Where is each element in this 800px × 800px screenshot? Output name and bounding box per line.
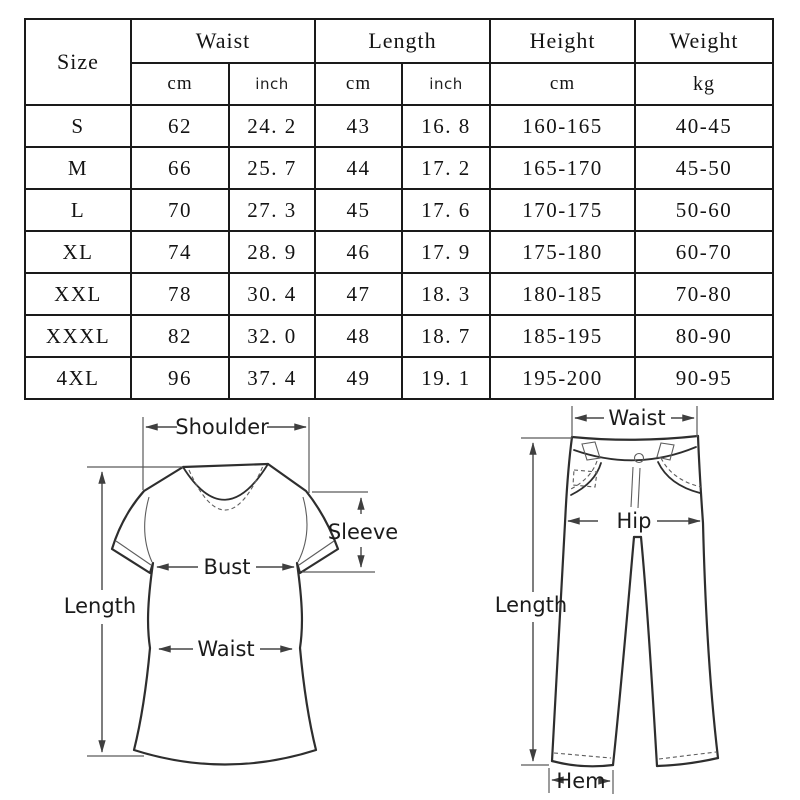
cell-size: M — [25, 147, 131, 189]
cell-value: 80-90 — [635, 315, 773, 357]
shirt-length-label: Length — [63, 594, 137, 618]
cell-value: 45 — [315, 189, 402, 231]
col-header-height: Height — [490, 19, 635, 63]
cell-value: 185-195 — [490, 315, 635, 357]
pants-hem-stitch-right — [659, 752, 716, 759]
cell-size: XXXL — [25, 315, 131, 357]
shirt-length-dimension — [64, 467, 183, 756]
cell-value: 18. 7 — [402, 315, 490, 357]
cell-value: 82 — [131, 315, 229, 357]
cell-value: 24. 2 — [229, 105, 315, 147]
cell-value: 40-45 — [635, 105, 773, 147]
cell-size: 4XL — [25, 357, 131, 399]
pants-waist-top — [572, 436, 698, 440]
pants-waist-label: Waist — [608, 406, 666, 430]
cell-value: 18. 3 — [402, 273, 490, 315]
unit-height-cm: cm — [490, 63, 635, 105]
cell-value: 70-80 — [635, 273, 773, 315]
pants-hem-stitch-left — [554, 753, 611, 758]
shirt-bust-dimension — [157, 555, 294, 579]
cell-value: 48 — [315, 315, 402, 357]
pants-left-inseam — [613, 537, 634, 765]
shirt-shoulder-dimension — [143, 415, 309, 493]
cell-value: 46 — [315, 231, 402, 273]
pants-length-label: Length — [494, 593, 568, 617]
unit-waist-inch: inch — [229, 63, 315, 105]
pants-pocket-right — [658, 462, 700, 493]
pants-length-dimension — [495, 438, 572, 765]
pants-pocket-right-stitch — [661, 458, 701, 487]
cell-value: 96 — [131, 357, 229, 399]
cell-value: 78 — [131, 273, 229, 315]
cell-value: 49 — [315, 357, 402, 399]
pants-hem-label: Hem — [556, 769, 606, 793]
cell-size: XXL — [25, 273, 131, 315]
cell-value: 74 — [131, 231, 229, 273]
cell-value: 66 — [131, 147, 229, 189]
cell-value: 70 — [131, 189, 229, 231]
cell-value: 43 — [315, 105, 402, 147]
cell-value: 37. 4 — [229, 357, 315, 399]
cell-value: 44 — [315, 147, 402, 189]
pants-fly-line-1 — [631, 467, 633, 507]
shirt-waist-label: Waist — [197, 637, 255, 661]
tshirt-shoulder-line — [183, 464, 268, 467]
cell-value: 165-170 — [490, 147, 635, 189]
col-header-length: Length — [315, 19, 490, 63]
cell-value: 19. 1 — [402, 357, 490, 399]
cell-value: 28. 9 — [229, 231, 315, 273]
cell-value: 90-95 — [635, 357, 773, 399]
tshirt-armhole-right — [298, 497, 307, 562]
cell-size: XL — [25, 231, 131, 273]
pants-waist-dimension — [572, 406, 697, 437]
pants-hip-label: Hip — [616, 509, 652, 533]
cell-value: 27. 3 — [229, 189, 315, 231]
cell-value: 60-70 — [635, 231, 773, 273]
cell-value: 180-185 — [490, 273, 635, 315]
shirt-waist-dimension — [159, 637, 292, 661]
cell-value: 17. 2 — [402, 147, 490, 189]
cell-value: 195-200 — [490, 357, 635, 399]
cell-value: 17. 6 — [402, 189, 490, 231]
cell-value: 45-50 — [635, 147, 773, 189]
cell-value: 32. 0 — [229, 315, 315, 357]
unit-weight-kg: kg — [635, 63, 773, 105]
cell-value: 16. 8 — [402, 105, 490, 147]
shirt-shoulder-label: Shoulder — [175, 415, 269, 439]
cell-value: 17. 9 — [402, 231, 490, 273]
pants-right-outseam — [698, 436, 718, 758]
unit-length-inch: inch — [402, 63, 490, 105]
pants-drawing — [495, 406, 718, 794]
unit-waist-cm: cm — [131, 63, 229, 105]
tshirt-armhole-left — [145, 497, 152, 562]
cell-size: L — [25, 189, 131, 231]
pants-fly-line-2 — [638, 468, 640, 508]
pants-left-hem — [552, 761, 613, 766]
tshirt-drawing — [64, 415, 398, 765]
pants-right-inseam — [641, 537, 657, 766]
pants-right-hem — [657, 758, 718, 766]
shirt-bust-label: Bust — [203, 555, 251, 579]
shirt-sleeve-label: Sleeve — [327, 520, 399, 544]
cell-value: 47 — [315, 273, 402, 315]
cell-value: 50-60 — [635, 189, 773, 231]
cell-value: 62 — [131, 105, 229, 147]
col-header-waist: Waist — [131, 19, 315, 63]
cell-value: 170-175 — [490, 189, 635, 231]
cell-value: 160-165 — [490, 105, 635, 147]
cell-value: 30. 4 — [229, 273, 315, 315]
pants-button — [635, 454, 644, 463]
pants-hem-dimension — [549, 768, 613, 794]
cell-value: 175-180 — [490, 231, 635, 273]
col-header-size: Size — [25, 19, 131, 105]
pants-hip-dimension — [568, 509, 700, 533]
unit-length-cm: cm — [315, 63, 402, 105]
col-header-weight: Weight — [635, 19, 773, 63]
cell-value: 25. 7 — [229, 147, 315, 189]
cell-size: S — [25, 105, 131, 147]
